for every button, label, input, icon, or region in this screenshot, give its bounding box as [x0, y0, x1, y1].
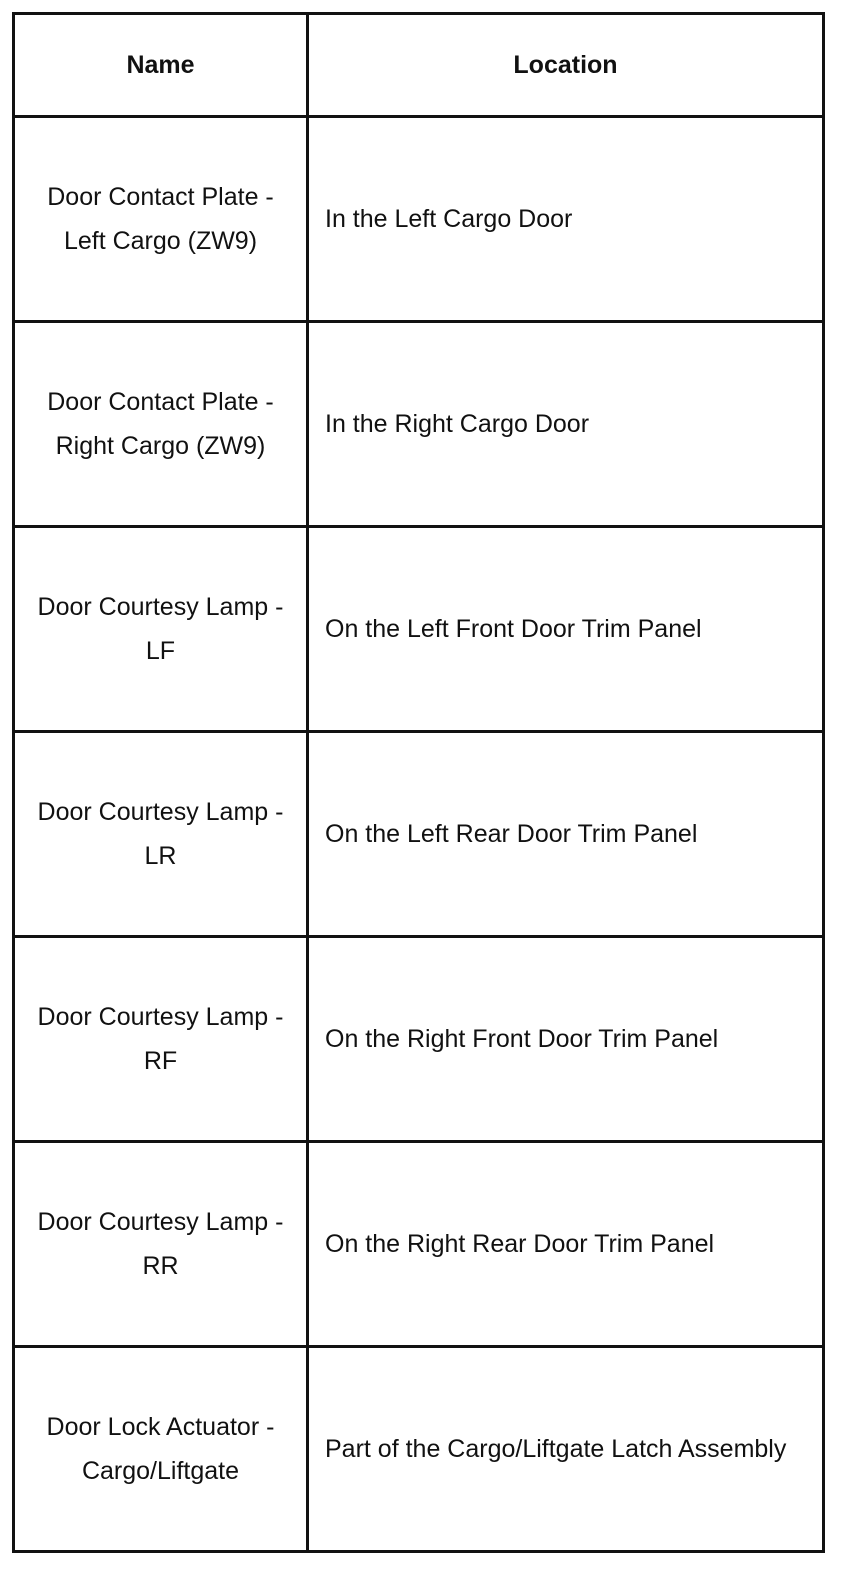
name-cell [14, 117, 308, 322]
location-cell [308, 937, 824, 1142]
name-text: Door Contact Plate - Right Cargo (ZW9) [47, 388, 274, 460]
table-header-row [14, 14, 824, 117]
name-cell [14, 732, 308, 937]
location-text: In the Right Cargo Door [325, 410, 590, 438]
name-text: Door Courtesy Lamp - LR [37, 798, 284, 870]
name-text: Door Courtesy Lamp - RR [37, 1208, 284, 1280]
name-text: Door Courtesy Lamp - LF [37, 593, 284, 665]
name-text: Door Contact Plate - Left Cargo (ZW9) [47, 183, 274, 255]
location-text: On the Left Rear Door Trim Panel [325, 820, 698, 848]
location-text: Part of the Cargo/Liftgate Latch Assembly [325, 1435, 787, 1463]
name-text: Door Lock Actuator - Cargo/Liftgate [46, 1413, 275, 1485]
component-location-table [12, 12, 825, 1553]
name-cell [14, 322, 308, 527]
table-row [14, 732, 824, 937]
location-text: On the Right Rear Door Trim Panel [325, 1230, 715, 1258]
location-cell [308, 732, 824, 937]
table-row [14, 322, 824, 527]
column-header-location: Location [308, 14, 824, 117]
location-cell [308, 1347, 824, 1552]
location-cell [308, 1142, 824, 1347]
table-row [14, 937, 824, 1142]
location-text: On the Right Front Door Trim Panel [325, 1025, 719, 1053]
table-row [14, 527, 824, 732]
table-row [14, 1142, 824, 1347]
location-cell [308, 527, 824, 732]
location-text: In the Left Cargo Door [325, 205, 573, 233]
name-cell [14, 1142, 308, 1347]
table-row [14, 1347, 824, 1552]
location-cell [308, 117, 824, 322]
column-header-name: Name [14, 14, 308, 117]
name-cell [14, 527, 308, 732]
name-cell [14, 937, 308, 1142]
name-text: Door Courtesy Lamp - RF [37, 1003, 284, 1075]
name-cell [14, 1347, 308, 1552]
location-text: On the Left Front Door Trim Panel [325, 615, 702, 643]
location-cell [308, 322, 824, 527]
table-row [14, 117, 824, 322]
